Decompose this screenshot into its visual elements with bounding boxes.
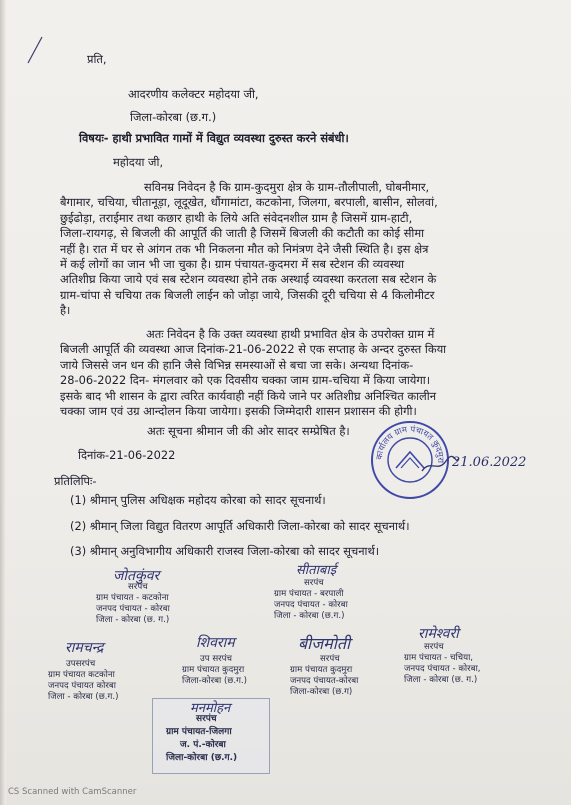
signature-name: बीजमोती bbox=[298, 634, 351, 653]
paragraph-2-line: अतः निवेदन है कि उक्त व्यवस्था हाथी प्रभावित क्षेत्र के उपरोक्त ग्राम में bbox=[146, 327, 435, 341]
signature-line: सरपंच bbox=[320, 654, 340, 664]
signature-line: ग्राम पंचायत कुदमुरा bbox=[182, 665, 245, 675]
paragraph-2-line: जाये जिससे जन धन की हानि जैसे विभिन्न समस्याओं से बचा जा सके। अन्यथा दिनांक- bbox=[60, 357, 414, 372]
pen-mark bbox=[22, 35, 46, 65]
paragraph-1-line: नहीं है। रात में घर से आंगन तक भी निकलना मौत को निमंत्रण देने जैसी स्थिति है। इस क्षेत्र bbox=[60, 241, 429, 256]
cc-item-1: (1) श्रीमान् पुलिस अधिक्षक महोदय कोरबा को सादर सूचनार्थ। bbox=[70, 493, 326, 507]
paragraph-1-line: अतिशीघ्र किया जाये एवं सब स्टेशन व्यवस्था होने तक अस्थाई व्यवस्था करतला सब स्टेशन के bbox=[60, 272, 437, 287]
signature-line: सरपंच bbox=[424, 642, 444, 652]
paragraph-1-line: सविनम्र निवेदन है कि ग्राम-कुदमुरा क्षेत्र के ग्राम-तौलीपाली, घोबनीमार, bbox=[144, 180, 430, 194]
paragraph-1 bbox=[60, 180, 525, 319]
signature-name: सीताबाई bbox=[296, 563, 337, 578]
cc-label: प्रतिलिपिः- bbox=[54, 474, 97, 488]
addressee: आदरणीय कलेक्टर महोदया जी, bbox=[128, 87, 259, 101]
signature-block bbox=[404, 642, 481, 686]
signature-block bbox=[48, 659, 118, 703]
signature-line: जिला - कोरबा (छ. ग.) bbox=[96, 615, 170, 625]
subject-line bbox=[79, 131, 349, 146]
district: जिला-कोरबा (छ.ग.) bbox=[130, 110, 217, 124]
signature-line: सरपंच bbox=[196, 714, 217, 724]
signature-line: उपसरपंच bbox=[66, 659, 96, 669]
signature-line: ग्राम पंचायत कुदमुरा bbox=[290, 665, 353, 675]
signature-line: ग्राम पंचायत - कटकोना bbox=[96, 593, 169, 603]
signature-line: ग्राम पंचायत-जिलगा bbox=[166, 727, 232, 737]
signature-line: जनपद पंचायत-कोरबा bbox=[290, 676, 359, 686]
signature-line: जनपद पंचायत - कोरबा bbox=[96, 604, 170, 614]
signature-line: जनपद पंचायत - कोरबा, bbox=[404, 664, 481, 674]
paragraph-2-line: इसके बाद भी शासन के द्वारा त्वरित कार्यवाही नहीं किये जाने पर अतिशीघ्र अनिश्चित कालीन bbox=[60, 388, 437, 403]
paragraph-1-line: जिला-रायगढ़, से बिजली की आपूर्ति की जाती है जिसमें बिजली की कटौती का कोई सीमा bbox=[60, 226, 425, 241]
signature-block bbox=[182, 654, 247, 687]
cc-item-2: (2) श्रीमान् जिला विद्युत वितरण आपूर्ति अधिकारी जिला-कोरबा को सादर सूचनार्थ। bbox=[70, 519, 410, 533]
signature-block bbox=[96, 582, 170, 626]
scanner-watermark: CS Scanned with CamScanner bbox=[8, 787, 137, 797]
signature-line: जिला - कोरबा (छ.ग.) bbox=[274, 611, 345, 621]
paragraph-2-line: बिजली आपूर्ति की व्यवस्था आज दिनांक-21-06-2022 से एक सप्ताह के अन्दर दुरुस्त किया bbox=[60, 342, 447, 357]
signature-line: जिला - कोरबा (छ. ग.) bbox=[404, 675, 478, 685]
signature-line: जनपद पंचायत - कोरबा bbox=[274, 600, 348, 610]
paragraph-1-line: बैगामार, चचिया, चीतानूड़ा, लूदूखेत, धौंगामांटा, कटकोना, जिलगा, बरपाली, बासीन, सोलवां, bbox=[60, 195, 438, 210]
signature-line: जनपद पंचायत कोरबा bbox=[48, 681, 116, 691]
signature-line: ग्राम पंचायत - बरपाली bbox=[274, 589, 344, 599]
paragraph-2-line: चक्का जाम एवं उग्र आन्दोलन किया जायेगा। इसकी जिम्मेदारी शासन प्रशासन की होगी। bbox=[60, 404, 417, 419]
signature-line: सरपंच bbox=[304, 578, 324, 588]
closing-line: अतः सूचना श्रीमान जी की ओर सादर सम्प्रेषित है। bbox=[147, 424, 350, 438]
signature-name: रामचन्द्र bbox=[65, 640, 104, 656]
office-seal-text: कार्यालय ग्राम पंचायत कुदमुरा bbox=[374, 424, 446, 464]
greeting: महोदया जी, bbox=[113, 155, 164, 169]
signature-line: ज. पं.-कोरबा bbox=[180, 740, 226, 750]
signature-block bbox=[166, 713, 237, 765]
cc-item-3: (3) श्रीमान् अनुविभागीय अधिकारी राजस्व जिला-कोरबा को सादर सूचनार्थ। bbox=[70, 544, 380, 558]
signature-line: जिला-कोरबा (छ.ग) bbox=[290, 687, 353, 697]
handwritten-date: 21.06.2022 bbox=[452, 455, 527, 470]
signature-line: जिला - कोरबा (छ.ग.) bbox=[48, 692, 119, 702]
signature-name: रामेश्वरी bbox=[418, 626, 459, 642]
signature-name: शिवराम bbox=[196, 635, 235, 651]
signature-block bbox=[290, 654, 358, 698]
salutation-to: प्रति, bbox=[87, 52, 107, 66]
paragraph-1-line: में कई लोगों का जान भी जा चुका है। ग्राम पंचायत-कुदमरा में सब स्टेशन की व्यवस्था bbox=[60, 257, 405, 272]
paragraph-2-line: 28-06-2022 दिन- मंगलवार को एक दिवसीय चक्का जाम ग्राम-चचिया में किया जायेगा। bbox=[60, 373, 431, 388]
signature-block bbox=[274, 578, 348, 622]
paragraph-1-line: ग्राम-चांपा से चचिया तक बिजली लाईन को जोड़ा जाये, जिसकी दूरी चचिया से 4 किलोमीटर bbox=[60, 287, 435, 302]
signature-line: उप सरपंच bbox=[200, 654, 232, 664]
page-edge-shadow bbox=[0, 0, 6, 805]
signature-name: जोतकुंवर bbox=[113, 568, 160, 584]
signature-line: जिला-कोरबा (छ.ग.) bbox=[166, 753, 238, 763]
subject-text: हाथी प्रभावित गामों में विद्युत व्यवस्था दुरुस्त करने संबंधी। bbox=[112, 131, 349, 145]
signature-line: जिला-कोरबा (छ.ग.) bbox=[182, 676, 247, 686]
paragraph-2 bbox=[60, 327, 525, 419]
letter-date: दिनांक-21-06-2022 bbox=[78, 448, 176, 462]
paragraph-1-line: है। bbox=[60, 303, 71, 318]
signature-name: मनमोहन bbox=[190, 701, 231, 716]
signature-line: सरपंच bbox=[128, 582, 148, 592]
subject-label: विषयः- bbox=[79, 131, 109, 145]
signature-line: ग्राम पंचायत - चचिया, bbox=[404, 653, 474, 663]
signature-line: ग्राम पंचायत कटकोना bbox=[48, 670, 115, 680]
paragraph-1-line: छुईढोड़ा, तराईमार तथा कछार हाथी के लिये अति संवेदनशील ग्राम है जिसमें ग्राम-हाटी, bbox=[60, 210, 413, 225]
